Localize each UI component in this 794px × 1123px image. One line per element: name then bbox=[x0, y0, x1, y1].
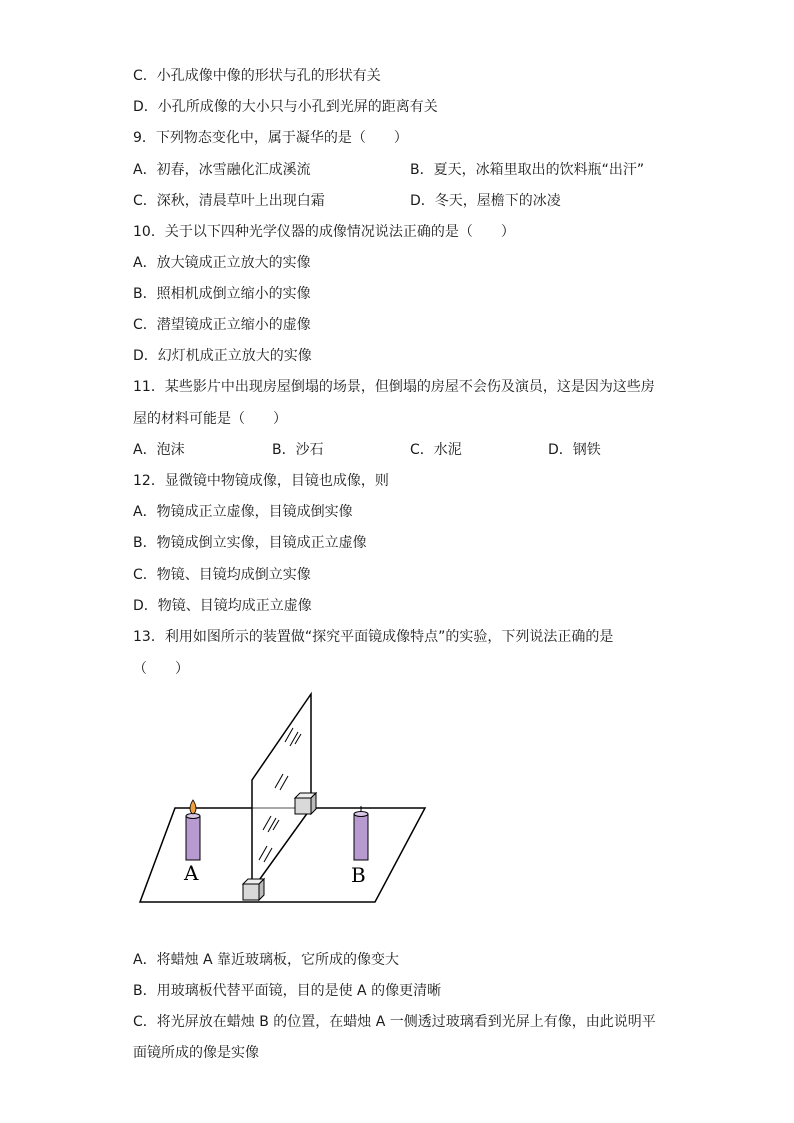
mirror-experiment-figure bbox=[135, 690, 435, 910]
candle-b bbox=[354, 806, 368, 860]
q9-stem: 9．下列物态变化中，属于凝华的是（ ） bbox=[133, 130, 408, 146]
q11-stem-line1: 11．某些影片中出现房屋倒塌的场景，但倒塌的房屋不会伤及演员，这是因为这些房 bbox=[133, 379, 655, 395]
q11-option-c: C．水泥 bbox=[410, 442, 462, 458]
q8-option-c: C．小孔成像中像的形状与孔的形状有关 bbox=[133, 68, 381, 84]
q12-stem: 12．显微镜中物镜成像，目镜也成像，则 bbox=[133, 473, 389, 489]
q12-option-d: D．物镜、目镜均成正立虚像 bbox=[133, 598, 312, 614]
q10-option-a: A．放大镜成正立放大的实像 bbox=[133, 255, 311, 271]
candle-a bbox=[186, 800, 200, 860]
q9-option-d: D．冬天，屋檐下的冰凌 bbox=[410, 193, 561, 209]
q9-option-b: B．夏天，冰箱里取出的饮料瓶“出汗” bbox=[410, 162, 645, 178]
support-block-back bbox=[295, 793, 316, 814]
q10-stem: 10．关于以下四种光学仪器的成像情况说法正确的是（ ） bbox=[133, 224, 515, 240]
label-a: A bbox=[184, 861, 199, 885]
q10-option-c: C．潜望镜成正立缩小的虚像 bbox=[133, 317, 311, 333]
q9-option-a: A．初春，冰雪融化汇成溪流 bbox=[133, 162, 311, 178]
q13-option-c-line1: C．将光屏放在蜡烛 B 的位置，在蜡烛 A 一侧透过玻璃看到光屏上有像，由此说明平 bbox=[133, 1014, 656, 1030]
q10-option-b: B．照相机成倒立缩小的实像 bbox=[133, 286, 311, 302]
q13-option-a: A．将蜡烛 A 靠近玻璃板，它所成的像变大 bbox=[133, 952, 400, 968]
label-b: B bbox=[351, 863, 366, 887]
q13-answer-paren: （ ） bbox=[133, 661, 189, 677]
q9-option-c: C．深秋，清晨草叶上出现白霜 bbox=[133, 193, 325, 209]
q13-stem: 13．利用如图所示的装置做“探究平面镜成像特点”的实验，下列说法正确的是 bbox=[133, 629, 614, 645]
q12-option-b: B．物镜成倒立实像，目镜成正立虚像 bbox=[133, 535, 367, 551]
support-block-front bbox=[243, 879, 264, 900]
q10-option-d: D．幻灯机成正立放大的实像 bbox=[133, 348, 312, 364]
q11-option-a: A．泡沫 bbox=[133, 442, 185, 458]
q11-option-d: D．钢铁 bbox=[548, 442, 601, 458]
q13-option-b: B．用玻璃板代替平面镜，目的是使 A 的像更清晰 bbox=[133, 983, 442, 999]
q12-option-a: A．物镜成正立虚像，目镜成倒实像 bbox=[133, 504, 353, 520]
flame-icon bbox=[190, 800, 196, 814]
q11-option-b: B．沙石 bbox=[272, 442, 324, 458]
q11-stem-line2: 屋的材料可能是（ ） bbox=[133, 411, 287, 427]
q12-option-c: C．物镜、目镜均成倒立实像 bbox=[133, 567, 311, 583]
glass-plate bbox=[252, 694, 311, 890]
q8-option-d: D．小孔所成像的大小只与小孔到光屏的距离有关 bbox=[133, 99, 438, 115]
q13-option-c-line2: 面镜所成的像是实像 bbox=[133, 1045, 259, 1061]
